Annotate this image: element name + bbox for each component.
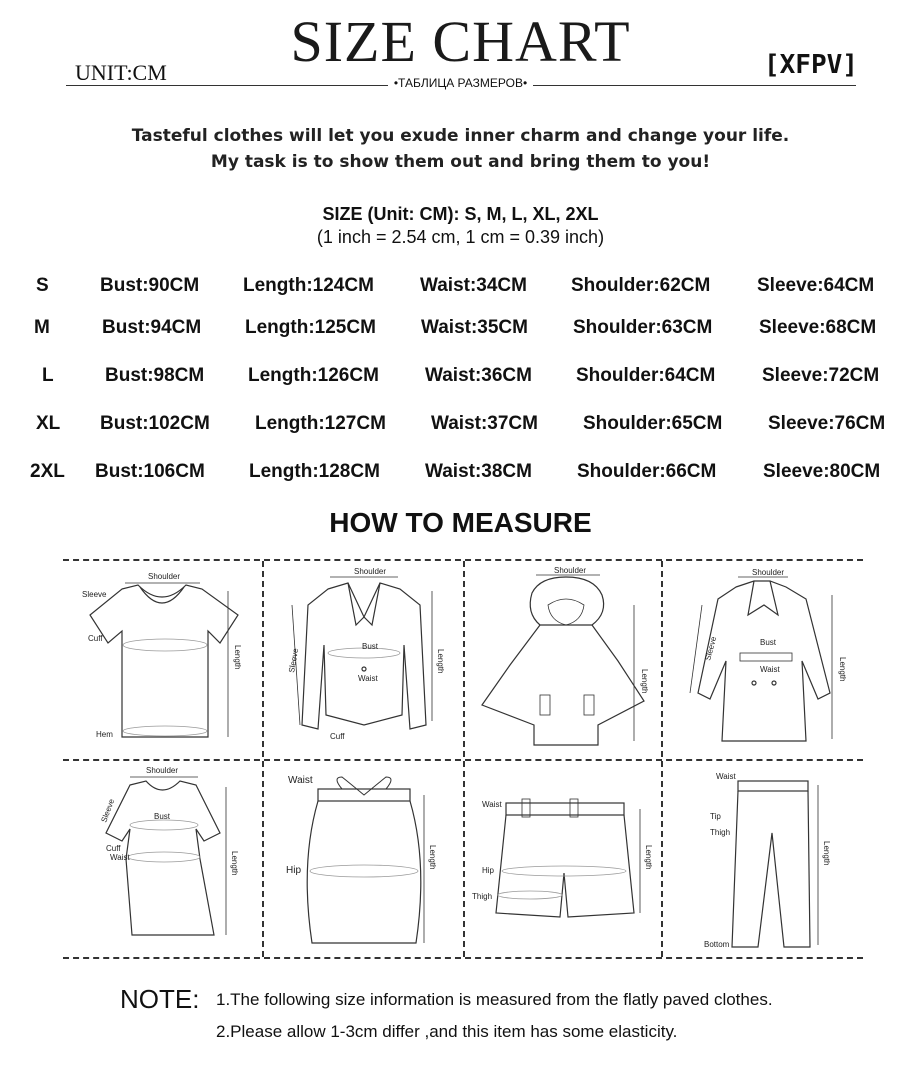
length-cell: Length:126CM (248, 365, 379, 386)
size-label: XL (36, 413, 61, 434)
tip-label: Tip (710, 812, 721, 821)
bust-cell: Bust:102CM (100, 413, 210, 434)
sleeve-cell: Sleeve:80CM (763, 461, 881, 482)
bust-cell: Bust:106CM (95, 461, 205, 482)
bottom-label: Bottom (704, 940, 730, 949)
coat-diagram (668, 565, 854, 755)
cuff-label: Cuff (106, 844, 121, 853)
sizes-header: SIZE (Unit: CM): S, M, L, XL, 2XL (322, 204, 599, 224)
tagline-2: My task is to show them out and bring them to you! (210, 152, 711, 172)
length-label: Length (233, 645, 242, 670)
shoulder-cell: Shoulder:66CM (577, 461, 717, 482)
sleeve-cell: Sleeve:68CM (759, 317, 877, 338)
length-label: Length (644, 845, 653, 870)
length-label: Length (640, 669, 649, 694)
waist-label: Waist (110, 853, 130, 862)
sleeve-label: Sleeve (82, 590, 107, 599)
size-label: S (36, 275, 49, 296)
waist-label: Waist (288, 775, 313, 786)
dress-diagram (70, 763, 256, 953)
bust-cell: Bust:98CM (105, 365, 205, 386)
note-label: NOTE: (120, 984, 200, 1014)
hip-label: Hip (286, 865, 302, 876)
note-line-1: 1.The following size information is measured from the flatly paved clothes. (216, 990, 773, 1009)
skirt-diagram (270, 763, 456, 953)
cape-diagram (470, 565, 656, 755)
size-label: 2XL (30, 461, 65, 482)
bust-label: Bust (362, 642, 379, 651)
shoulder-cell: Shoulder:64CM (576, 365, 716, 386)
page-title: SIZE CHART (290, 9, 631, 74)
length-cell: Length:128CM (249, 461, 380, 482)
waist-cell: Waist:37CM (431, 413, 538, 434)
note-line-2: 2.Please allow 1-3cm differ ,and this item has some elasticity. (216, 1022, 678, 1041)
shoulder-label: Shoulder (146, 766, 179, 775)
tagline-1: Tasteful clothes will let you exude inner charm and change your life. (131, 126, 790, 146)
waist-label: Waist (760, 665, 780, 674)
waist-label: Waist (358, 674, 378, 683)
length-label: Length (428, 845, 437, 870)
sleeve-cell: Sleeve:64CM (757, 275, 875, 296)
length-label: Length (838, 657, 847, 682)
shoulder-cell: Shoulder:65CM (583, 413, 723, 434)
shoulder-cell: Shoulder:63CM (573, 317, 713, 338)
grid-line (63, 957, 863, 959)
size-label: L (42, 365, 54, 386)
hem-label: Hem (96, 730, 113, 739)
unit-conversion: (1 inch = 2.54 cm, 1 cm = 0.39 inch) (316, 227, 605, 247)
cuff-label: Cuff (88, 634, 103, 643)
unit-label: UNIT:CM (75, 60, 167, 85)
shoulder-label: Shoulder (148, 572, 181, 581)
brand-logo: [XFPV] (764, 50, 858, 80)
length-label: Length (822, 841, 831, 866)
sleeve-cell: Sleeve:76CM (768, 413, 886, 434)
length-cell: Length:125CM (245, 317, 376, 338)
grid-line (463, 561, 465, 957)
bust-cell: Bust:90CM (100, 275, 200, 296)
waist-label: Waist (482, 800, 502, 809)
length-cell: Length:127CM (255, 413, 386, 434)
trousers-diagram (668, 763, 854, 953)
size-label: M (34, 317, 50, 338)
sleeve-label: Sleeve (287, 647, 301, 674)
blazer-diagram (270, 565, 456, 755)
sleeve-cell: Sleeve:72CM (762, 365, 880, 386)
waist-label: Waist (716, 772, 736, 781)
shoulder-cell: Shoulder:62CM (571, 275, 711, 296)
bust-cell: Bust:94CM (102, 317, 202, 338)
shorts-diagram (470, 763, 656, 953)
bust-label: Bust (154, 812, 171, 821)
shoulder-label: Shoulder (752, 568, 785, 577)
sleeve-label: Sleeve (99, 797, 117, 824)
waist-cell: Waist:35CM (421, 317, 528, 338)
thigh-label: Thigh (472, 892, 493, 901)
shoulder-label: Shoulder (354, 567, 387, 576)
subtitle-text: •ТАБЛИЦА РАЗМЕРОВ• (388, 76, 533, 90)
subtitle (0, 76, 921, 90)
shoulder-label: Shoulder (554, 566, 587, 575)
length-cell: Length:124CM (243, 275, 374, 296)
how-to-measure-heading: HOW TO MEASURE (329, 507, 592, 538)
tshirt-diagram (70, 565, 256, 755)
hip-label: Hip (482, 866, 495, 875)
cuff-label: Cuff (330, 732, 345, 741)
waist-cell: Waist:38CM (425, 461, 532, 482)
thigh-label: Thigh (710, 828, 731, 837)
bust-label: Bust (760, 638, 777, 647)
waist-cell: Waist:34CM (420, 275, 527, 296)
grid-line (262, 561, 264, 957)
length-label: Length (230, 851, 239, 876)
waist-cell: Waist:36CM (425, 365, 532, 386)
length-label: Length (436, 649, 445, 674)
grid-line (661, 561, 663, 957)
sleeve-label: Sleeve (703, 635, 719, 662)
